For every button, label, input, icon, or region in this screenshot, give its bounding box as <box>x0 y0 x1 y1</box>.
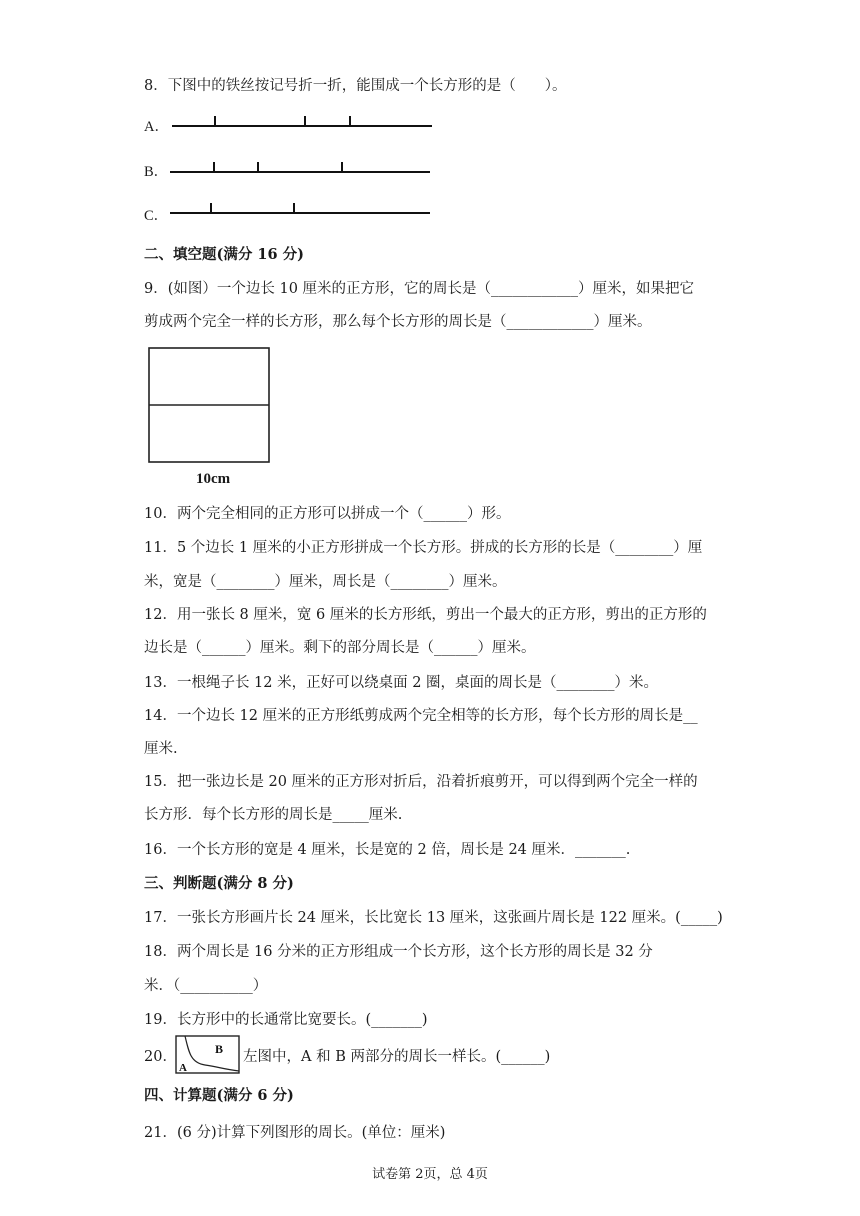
question-12-line-1: 12．用一张长 8 厘米，宽 6 厘米的长方形纸，剪出一个最大的正方形，剪出的正方形的 <box>144 607 707 623</box>
section-3-heading: 三、判断题(满分 8 分) <box>144 875 294 892</box>
page-footer: 试卷第 2页，总 4页 <box>372 1167 488 1182</box>
section-2-heading: 二、填空题(满分 16 分) <box>144 246 304 263</box>
question-11-line-1: 11．5 个边长 1 厘米的小正方形拼成一个长方形。拼成的长方形的长是（________）厘 <box>144 540 703 556</box>
question-20-text: 左图中，A 和 B 两部分的周长一样长。(______) <box>243 1049 551 1065</box>
figure-caption-10cm: 10cm <box>196 471 231 487</box>
question-18-line-2: 米．（__________） <box>144 978 268 994</box>
wire-b <box>170 162 430 172</box>
question-8: 8．下图中的铁丝按记号折一折，能围成一个长方形的是（ ）。 <box>144 78 567 94</box>
question-18-line-1: 18．两个周长是 16 分米的正方形组成一个长方形，这个长方形的周长是 32 分 <box>144 944 653 960</box>
question-15-line-2: 长方形．每个长方形的周长是_____厘米. <box>144 807 403 823</box>
wire-a <box>172 116 432 126</box>
question-21: 21．(6 分)计算下列图形的周长。(单位：厘米) <box>144 1125 446 1141</box>
section-4-heading: 四、计算题(满分 6 分) <box>144 1087 294 1104</box>
question-9-line-1: 9．(如图）一个边长 10 厘米的正方形，它的周长是（____________）厘米，如果把它 <box>144 281 695 297</box>
question-19: 19．长方形中的长通常比宽要长。(_______) <box>144 1012 428 1028</box>
question-15-line-1: 15．把一张边长是 20 厘米的正方形对折后，沿着折痕剪开，可以得到两个完全一样的 <box>144 774 698 790</box>
option-b-label: B． <box>144 164 169 180</box>
question-13: 13．一根绳子长 12 米，正好可以绕桌面 2 圈，桌面的周长是（________）米。 <box>144 675 659 691</box>
region-a-label: A <box>179 1062 187 1074</box>
wire-c <box>170 203 430 213</box>
option-c-label: C． <box>144 208 169 224</box>
question-11-line-2: 米，宽是（________）厘米，周长是（________）厘米。 <box>144 574 507 590</box>
question-9-line-2: 剪成两个完全一样的长方形，那么每个长方形的周长是（____________）厘米。 <box>144 314 652 330</box>
question-17: 17．一张长方形画片长 24 厘米，长比宽长 13 厘米，这张画片周长是 122 厘米。(_____) <box>144 910 723 926</box>
question-20-number: 20． <box>144 1049 177 1065</box>
region-b-label: B <box>215 1042 224 1056</box>
question-14-line-2: 厘米. <box>144 741 178 757</box>
square-split-figure <box>148 347 272 465</box>
question-16: 16．一个长方形的宽是 4 厘米，长是宽的 2 倍，周长是 24 厘米．_______. <box>144 842 631 858</box>
option-a-label: A． <box>144 119 169 135</box>
question-12-line-2: 边长是（______）厘米。剩下的部分周长是（______）厘米。 <box>144 640 536 656</box>
ab-region-figure <box>175 1035 241 1075</box>
question-14-line-1: 14．一个边长 12 厘米的正方形纸剪成两个完全相等的长方形，每个长方形的周长是__ <box>144 708 698 724</box>
question-10: 10．两个完全相同的正方形可以拼成一个（______）形。 <box>144 506 511 522</box>
wire-figures <box>0 0 860 230</box>
